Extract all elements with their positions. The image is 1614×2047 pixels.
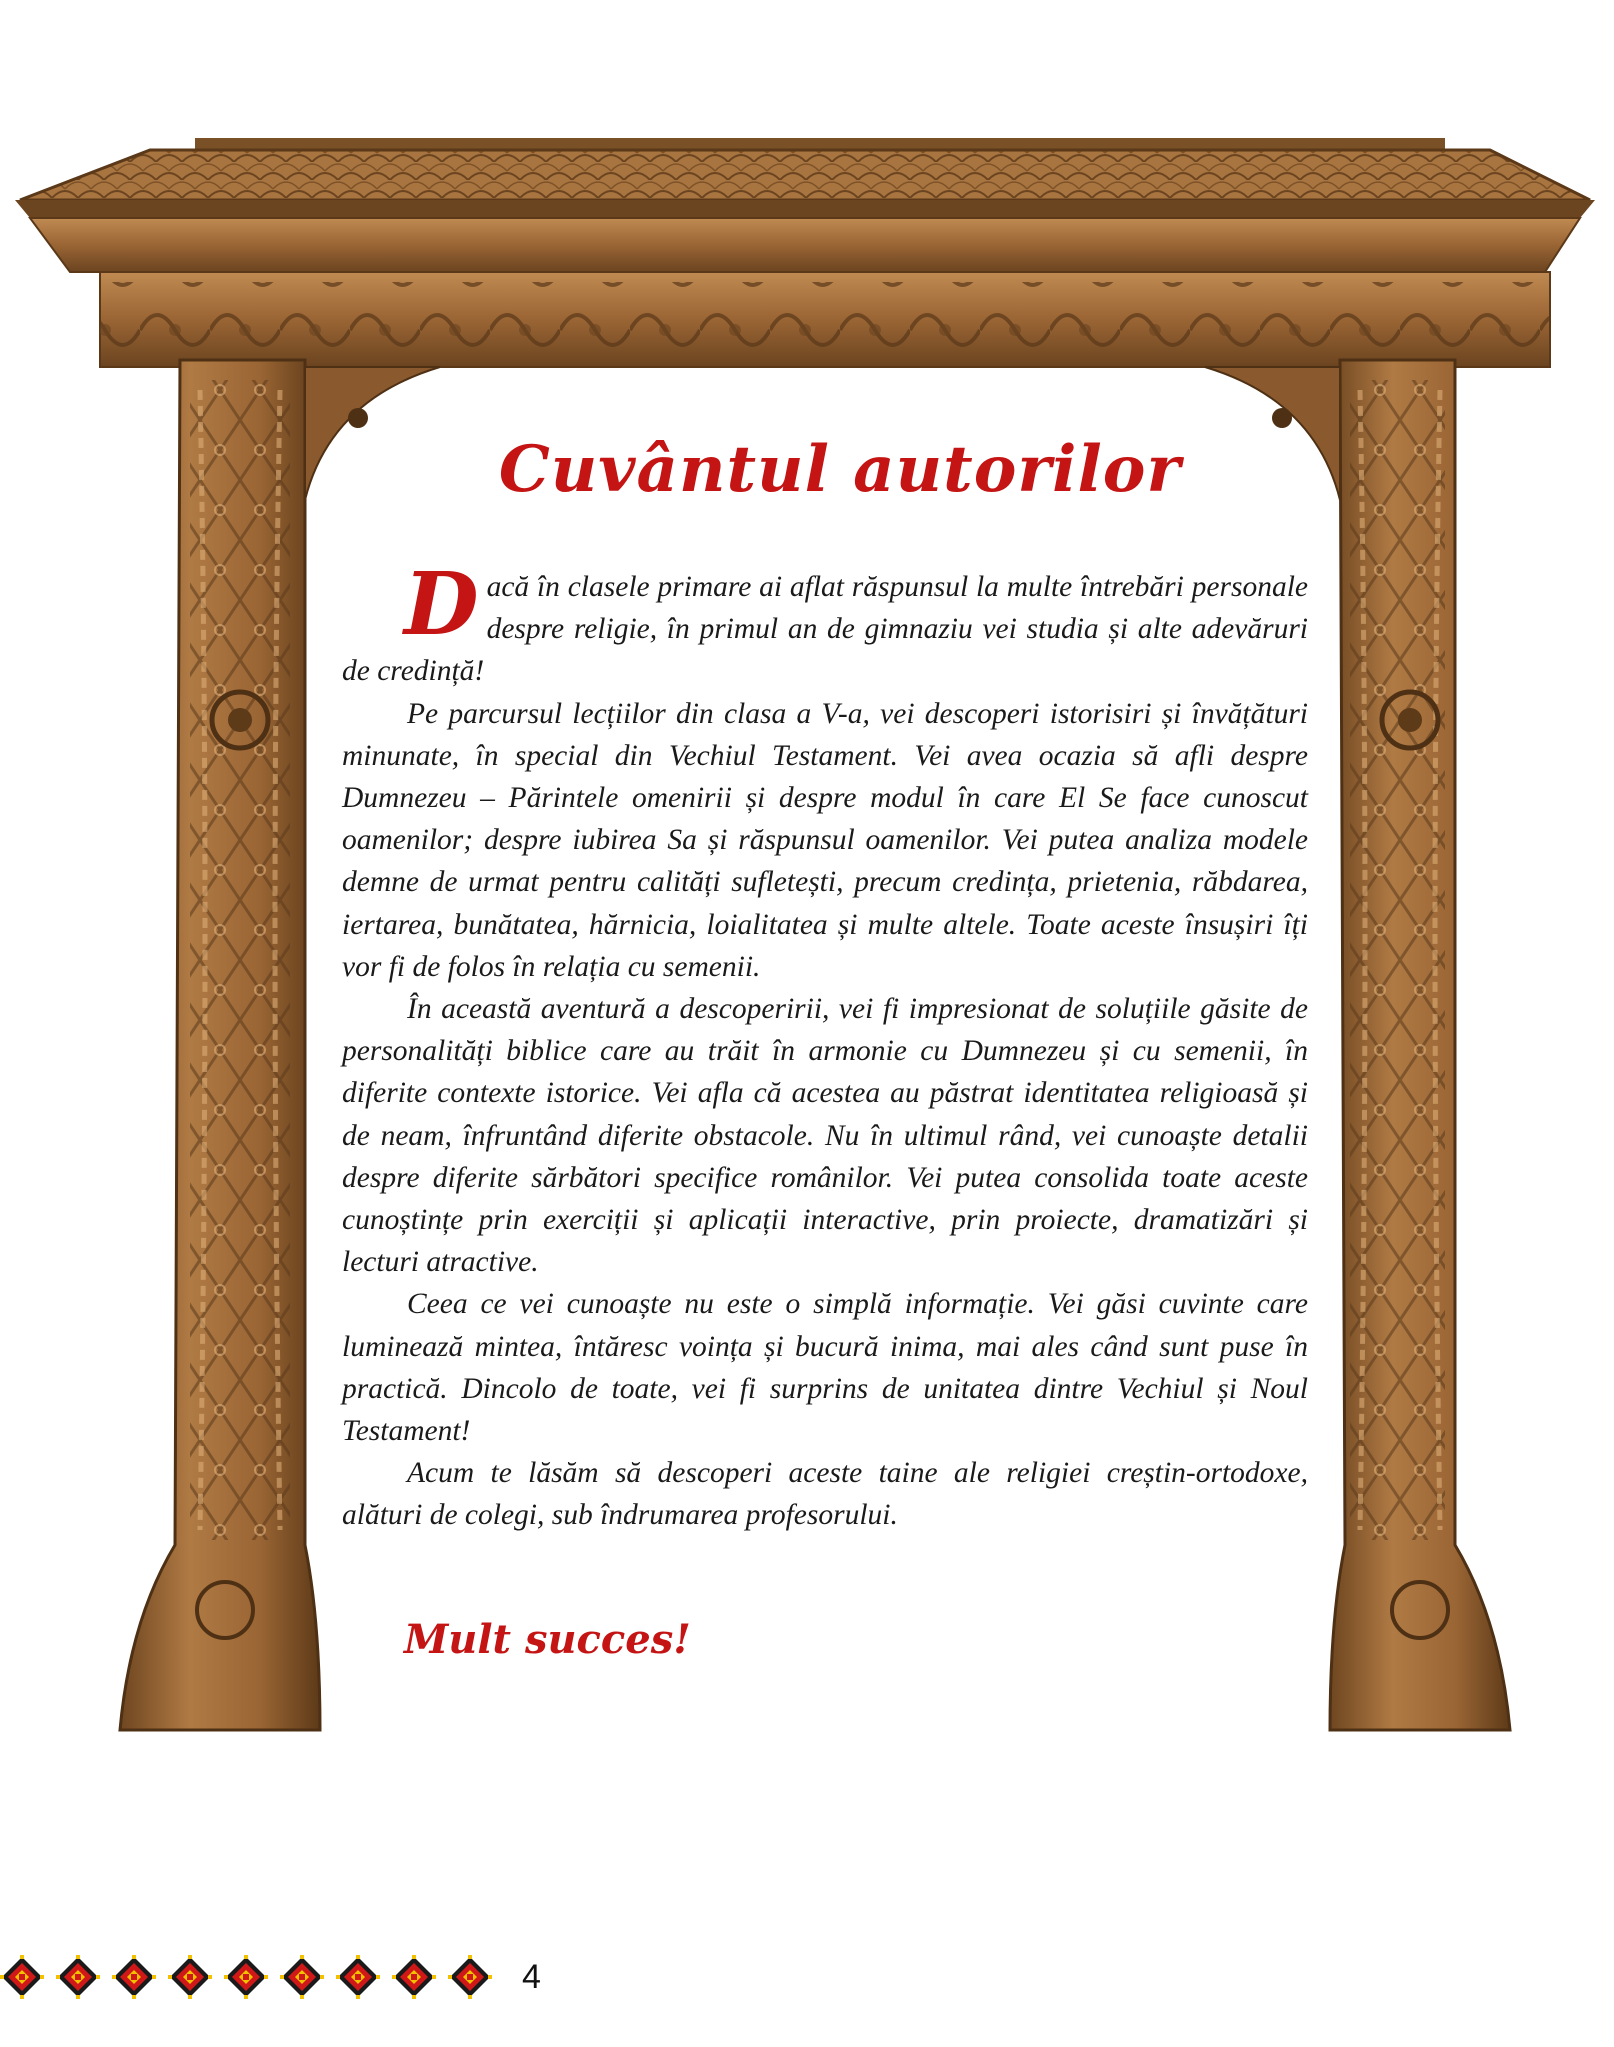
paragraph-5: Acum te lăsăm să descoperi aceste taine ale religiei creștin-ortodoxe, alături de colegi, sub îndrumarea profesorului. — [342, 1457, 1308, 1532]
author-foreword-text — [342, 554, 1308, 1537]
folk-motif-icon — [336, 1955, 380, 1999]
closing-wish: Mult succes! — [404, 1616, 691, 1663]
folk-motif-icon — [56, 1955, 100, 1999]
paragraph-1-text: acă în clasele primare ai aflat răspunsul la multe întrebări personale despre religie, în primul an de gimnaziu vei studia și alte adevăruri de credință! — [342, 571, 1308, 688]
paragraph-2: Pe parcursul lecțiilor din clasa a V-a, vei descoperi istorisiri și învățături minunate, în special din Vechiul Testament. Vei avea ocazia să afli despre Dumnezeu – Părintele omenirii și despre modul în care El Se face cunoscut oamenilor; despre iubirea Sa și răspunsul oamenilor. Vei putea analiza modele demne de urmat pentru calități sufletești, precum credința, prietenia, răbdarea, iertarea, bunătatea, hărnicia, loialitatea și multe altele. Toate aceste însușiri îți vor fi de folos în relația cu semenii. — [342, 697, 1308, 983]
folk-motif-icon — [392, 1955, 436, 1999]
folk-motif-icon — [112, 1955, 156, 1999]
folk-motif-icon — [448, 1955, 492, 1999]
folk-motif-icon — [168, 1955, 212, 1999]
page-number: 4 — [522, 1958, 541, 1996]
folk-motif-icon — [280, 1955, 324, 1999]
drop-cap: D — [404, 554, 479, 655]
page-title: Cuvântul autorilor — [498, 432, 1182, 507]
paragraph-4: Ceea ce vei cunoaște nu este o simplă informație. Vei găsi cuvinte care luminează mintea, întăresc voința și bucură inima, mai ales când sunt puse în practică. Dincolo de toate, vei fi surprins de unitatea dintre Vechiul și Noul Testament! — [342, 1288, 1308, 1448]
paragraph-1 — [342, 554, 1308, 693]
folk-motif-icon — [224, 1955, 268, 1999]
folk-motif-border — [0, 1955, 480, 1999]
folk-motif-icon — [0, 1955, 44, 1999]
paragraph-3: În această aventură a descoperirii, vei fi impresionat de soluțiile găsite de personalități biblice care au trăit în armonie cu Dumnezeu și cu semenii, în diferite contexte istorice. Vei afla că acestea au păstrat identitatea religioasă și de neam, înfruntând diferite obstacole. Nu în ultimul rând, vei cunoaște detalii despre diferite sărbători specifice românilor. Vei putea consolida toate aceste cunoștințe prin exerciții și aplicații interactive, prin proiecte, dramatizări și lecturi atractive. — [342, 993, 1308, 1279]
